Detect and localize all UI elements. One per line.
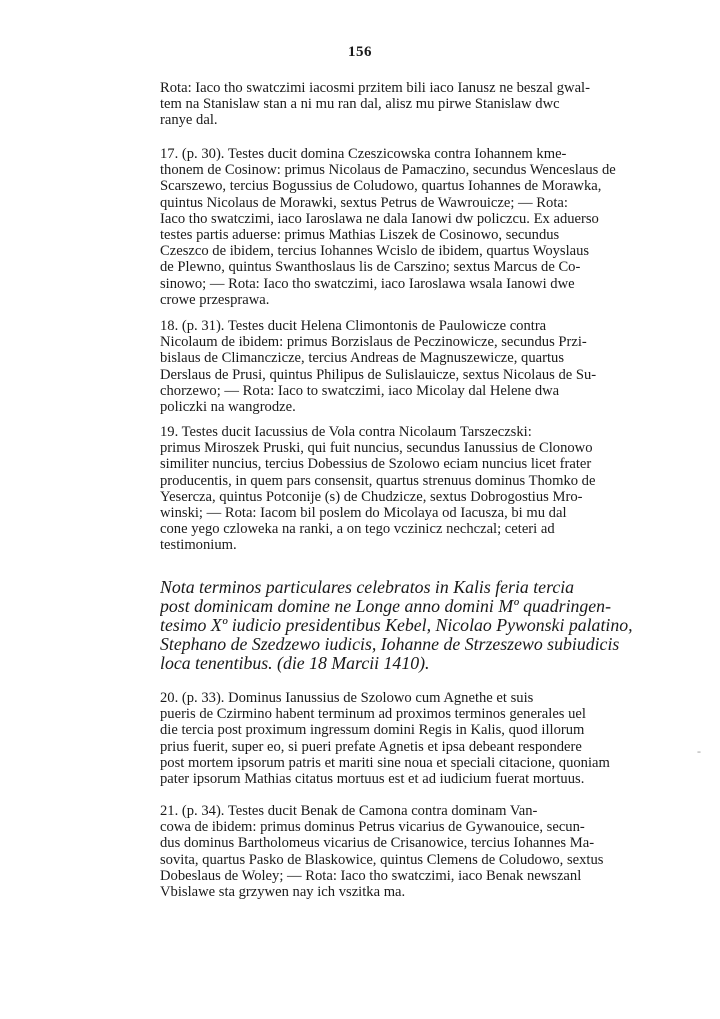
text-line: winski; — Rota: Iacom bil poslem do Micolaya od Iacusza, bi mu dal bbox=[160, 504, 567, 521]
text-line: Vbislawe sta grzywen nay ich vszitka ma. bbox=[160, 883, 406, 900]
entry-20 bbox=[160, 690, 677, 787]
text-line: post dominicam domine ne Longe anno domini Mº quadringen- bbox=[160, 597, 611, 616]
text-line: tesimo Xº iudicio presidentibus Kebel, Nicolao Pywonski palatino, bbox=[160, 616, 633, 635]
text-line: Stephano de Szedzewo iudicis, Iohanne de Strzeszewo subiudicis bbox=[160, 635, 620, 654]
text-line: Scarszewo, tercius Bogussius de Coludowo, quartus Iohannes de Morawka, bbox=[160, 178, 602, 195]
text-line: tem na Stanislaw stan a ni mu ran dal, alisz mu pirwe Stanislaw dwc bbox=[160, 96, 560, 113]
text-line: thonem de Cosinow: primus Nicolaus de Pamaczino, secundus Wenceslaus de bbox=[160, 162, 616, 179]
text-line: sovita, quartus Pasko de Blaskowice, quintus Clemens de Coludowo, sextus bbox=[160, 851, 604, 868]
margin-dash: - bbox=[697, 744, 701, 758]
text-line: 18. (p. 31). Testes ducit Helena Climontonis de Paulowicze contra bbox=[160, 318, 547, 334]
text-line: quintus Nicolaus de Morawki, sextus Petrus de Wawrouicze; — Rota: bbox=[160, 194, 568, 211]
text-line: bislaus de Climanczicze, tercius Andreas de Magnuszewicze, quartus bbox=[160, 350, 565, 367]
text-line: cowa de ibidem: primus dominus Petrus vicarius de Gywanouice, secun- bbox=[160, 819, 585, 836]
text-line: testes partis aduerse: primus Mathias Liszek de Cosinowo, secundus bbox=[160, 226, 560, 243]
text-line: testimonium. bbox=[160, 537, 237, 554]
text-line: dus dominus Bartholomeus vicarius de Crisanowice, tercius Iohannes Ma- bbox=[160, 835, 595, 852]
text-line: 21. (p. 34). Testes ducit Benak de Camona contra dominam Van- bbox=[160, 803, 538, 819]
text-line: Derslaus de Prusi, quintus Philipus de Sulislauicze, sextus Nicolaus de Su- bbox=[160, 366, 597, 383]
text-line: pueris de Czirmino habent terminum ad proximos terminos generales uel bbox=[160, 706, 586, 723]
text-line: producentis, in quem pars consensit, quartus strenuus dominus Thomko de bbox=[160, 472, 596, 489]
text-line: post mortem ipsorum patris et mariti sine noua et speciali citacione, quoniam bbox=[160, 754, 610, 771]
entry-19 bbox=[160, 424, 677, 554]
text-line: Rota: Iaco tho swatczimi iacosmi przitem bili iaco Ianusz ne beszal gwal- bbox=[160, 80, 590, 96]
entry-21 bbox=[160, 803, 677, 900]
text-line: Iaco tho swatczimi, iaco Iaroslawa ne dala Ianowi dw policzcu. Ex aduerso bbox=[160, 210, 599, 227]
text-line: chorzewo; — Rota: Iaco to swatczimi, iaco Micolay dal Helene dwa bbox=[160, 382, 560, 399]
text-line: pater ipsorum Mathias citatus mortuus est et ad iudicium fuerat mortuus. bbox=[160, 770, 585, 787]
text-line: prius fuerit, super eo, si pueri prefate Agnetis et ipsa debeant respondere bbox=[160, 738, 582, 755]
text-line: sinowo; — Rota: Iaco tho swatczimi, iaco Iaroslawa wsala Ianowi dwe bbox=[160, 275, 575, 292]
text-line: de Plewno, quintus Swanthoslaus lis de Carszino; sextus Marcus de Co- bbox=[160, 259, 581, 276]
section-heading bbox=[160, 578, 677, 673]
text-line: die tercia post proximum ingressum domini Regis in Kalis, quod illorum bbox=[160, 722, 585, 739]
text-line: 17. (p. 30). Testes ducit domina Czeszicowska contra Iohannem kme- bbox=[160, 146, 567, 162]
text-line: cone yego czloweka na ranki, a on tego vczinicz nechczal; ceteri ad bbox=[160, 521, 555, 538]
text-line: loca tenentibus. (die 18 Marcii 1410). bbox=[160, 654, 430, 673]
page-number: 156 bbox=[348, 44, 372, 60]
text-line: Dobeslaus de Woley; — Rota: Iaco tho swatczimi, iaco Benak newszanl bbox=[160, 867, 582, 884]
text-line: Nota terminos particulares celebratos in Kalis feria tercia bbox=[160, 578, 575, 597]
text-line: Nicolaum de ibidem: primus Borzislaus de Peczinowicze, secundus Przi- bbox=[160, 334, 587, 351]
text-line: 20. (p. 33). Dominus Ianussius de Szolowo cum Agnethe et suis bbox=[160, 690, 534, 706]
text-line: Yesercza, quintus Potconije (s) de Chudzicze, sextus Dobrogostius Mro- bbox=[160, 488, 583, 505]
entry-18 bbox=[160, 318, 677, 415]
text-line: ranye dal. bbox=[160, 112, 218, 129]
rota-continuation bbox=[160, 80, 677, 129]
text-line: crowe przesprawa. bbox=[160, 291, 270, 308]
text-line: 19. Testes ducit Iacussius de Vola contra Nicolaum Tarszeczski: bbox=[160, 424, 532, 440]
text-line: Czeszco de ibidem, tercius Iohannes Wcislo de ibidem, quartus Woyslaus bbox=[160, 243, 590, 260]
entry-17 bbox=[160, 146, 677, 308]
text-line: similiter nuncius, tercius Dobessius de Szolowo eciam nuncius licet frater bbox=[160, 456, 592, 473]
text-line: primus Miroszek Pruski, qui fuit nuncius, secundus Ianussius de Clonowo bbox=[160, 440, 593, 457]
text-line: policzki na wangrodze. bbox=[160, 398, 296, 415]
